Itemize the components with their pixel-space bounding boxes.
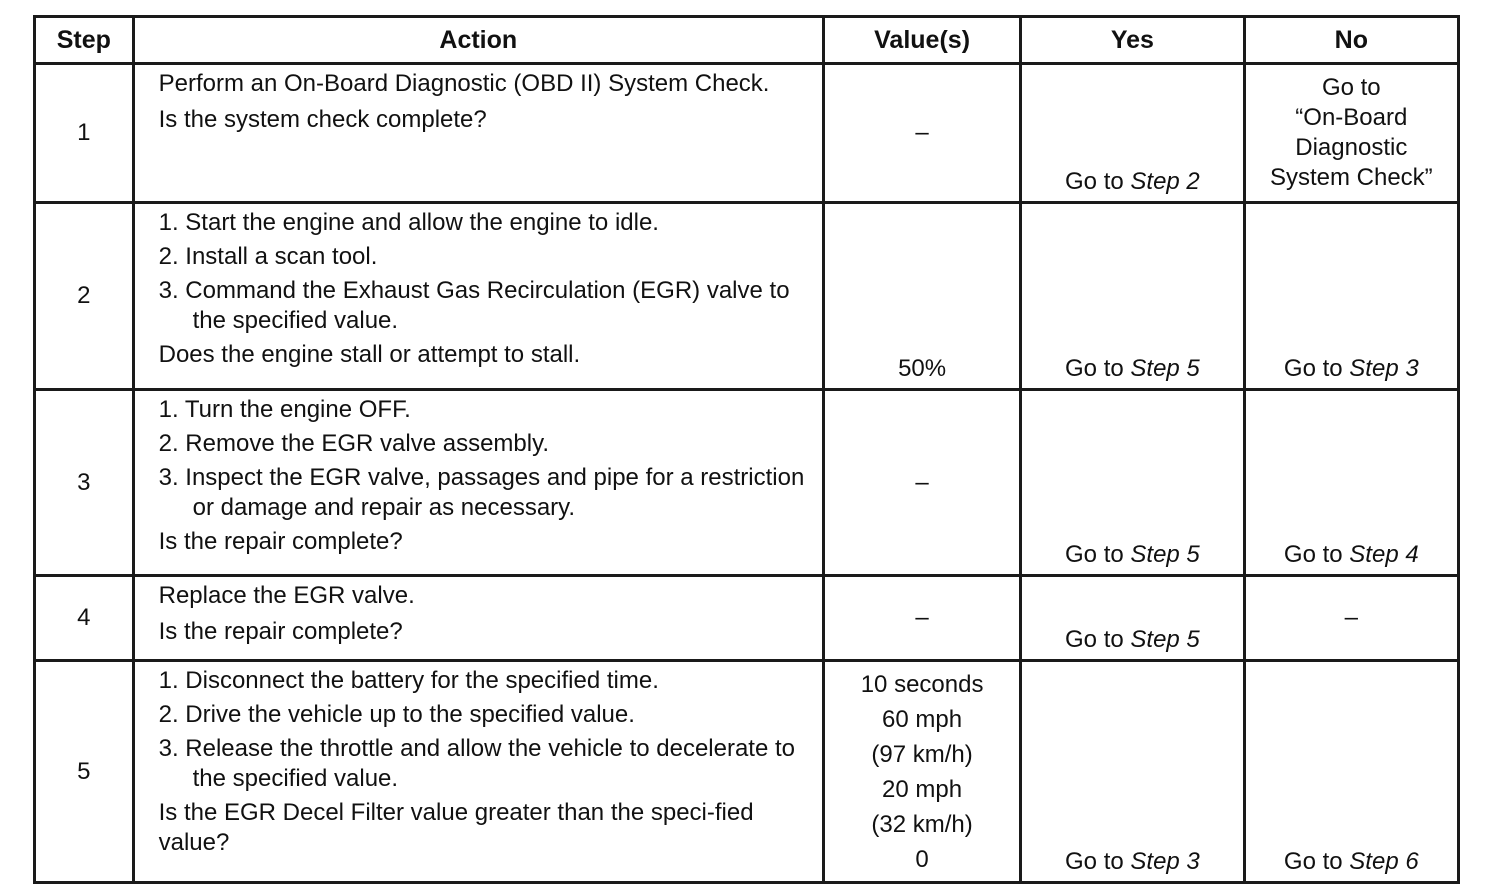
header-no: No: [1244, 17, 1458, 64]
action-question: Is the repair complete?: [158, 528, 403, 555]
step-number: 2: [35, 203, 134, 390]
step-number: 5: [35, 661, 134, 883]
action-cell: [133, 661, 823, 883]
no-line: System Check”: [1269, 164, 1433, 191]
value-line: 10 seconds: [860, 671, 984, 698]
no-line: Diagnostic: [1295, 134, 1408, 161]
yes-prefix: Go to: [1065, 168, 1131, 195]
yes-prefix: Go to: [1065, 848, 1131, 875]
yes-cell: [1021, 576, 1244, 661]
header-yes: Yes: [1021, 17, 1244, 64]
header-action: Action: [133, 17, 823, 64]
action-text: Perform an On-Board Diagnostic (OBD II) System Check.: [158, 70, 770, 97]
table-row: [35, 576, 1459, 661]
no-cell: [1244, 390, 1458, 576]
action-text: Replace the EGR valve.: [158, 582, 415, 609]
action-item: 3. Inspect the EGR valve, passages and pipe for a restriction or damage and repair as necessary.: [158, 464, 805, 521]
header-step: Step: [35, 17, 134, 64]
table-row: [35, 390, 1459, 576]
table-row: [35, 64, 1459, 203]
yes-step-link: Step 5: [1130, 355, 1200, 382]
action-question: Is the repair complete?: [158, 618, 403, 645]
no-step-link: Step 4: [1349, 541, 1419, 568]
yes-cell: [1021, 203, 1244, 390]
no-line: “On-Board: [1295, 104, 1408, 131]
values-cell: –: [823, 390, 1020, 576]
no-cell: [1244, 203, 1458, 390]
yes-cell: [1021, 661, 1244, 883]
value-line: 60 mph: [882, 706, 963, 733]
value-line: 0: [915, 846, 929, 873]
step-number: 3: [35, 390, 134, 576]
yes-cell: [1021, 64, 1244, 203]
value-line: (32 km/h): [871, 811, 973, 838]
action-cell: [133, 576, 823, 661]
action-cell: [133, 203, 823, 390]
no-cell: [1244, 661, 1458, 883]
no-step-link: Step 6: [1349, 848, 1419, 875]
yes-prefix: Go to: [1065, 541, 1131, 568]
yes-cell: [1021, 390, 1244, 576]
no-step-link: Step 3: [1349, 355, 1419, 382]
yes-step-link: Step 5: [1130, 626, 1200, 653]
no-prefix: Go to: [1283, 848, 1350, 875]
step-number: 1: [35, 64, 134, 203]
values-cell: 50%: [823, 203, 1020, 390]
action-item: 1. Start the engine and allow the engine to idle.: [158, 209, 659, 236]
table-row: [35, 661, 1459, 883]
value-line: 20 mph: [882, 776, 963, 803]
header-values: Value(s): [823, 17, 1020, 64]
yes-step-link: Step 3: [1130, 848, 1200, 875]
no-line: Go to: [1321, 74, 1381, 101]
action-question: Is the system check complete?: [158, 106, 487, 133]
action-item: 1. Disconnect the battery for the specified time.: [158, 667, 659, 694]
no-prefix: Go to: [1283, 541, 1350, 568]
step-number: 4: [35, 576, 134, 661]
table-row: [35, 203, 1459, 390]
values-cell: [823, 661, 1020, 883]
yes-step-link: Step 5: [1130, 541, 1200, 568]
value-line: (97 km/h): [871, 741, 973, 768]
diagnostic-table: [33, 15, 1460, 884]
values-cell: –: [823, 576, 1020, 661]
action-cell: [133, 64, 823, 203]
yes-prefix: Go to: [1065, 626, 1131, 653]
action-cell: [133, 390, 823, 576]
action-item: 3. Release the throttle and allow the vehicle to decelerate to the specified value.: [158, 735, 796, 792]
action-item: 2. Install a scan tool.: [158, 243, 378, 270]
action-question: Does the engine stall or attempt to stall.: [158, 341, 581, 368]
action-item: 2. Drive the vehicle up to the specified value.: [158, 701, 635, 728]
action-question: Is the EGR Decel Filter value greater than the speci-fied value?: [158, 799, 754, 856]
no-prefix: Go to: [1283, 355, 1350, 382]
action-item: 1. Turn the engine OFF.: [158, 396, 411, 423]
values-cell: –: [823, 64, 1020, 203]
action-item: 3. Command the Exhaust Gas Recirculation (EGR) valve to the specified value.: [158, 277, 790, 334]
yes-prefix: Go to: [1065, 355, 1131, 382]
no-cell: [1244, 64, 1458, 203]
action-item: 2. Remove the EGR valve assembly.: [158, 430, 549, 457]
no-cell: –: [1244, 576, 1458, 661]
header-row: [35, 17, 1459, 64]
yes-step-link: Step 2: [1130, 168, 1200, 195]
